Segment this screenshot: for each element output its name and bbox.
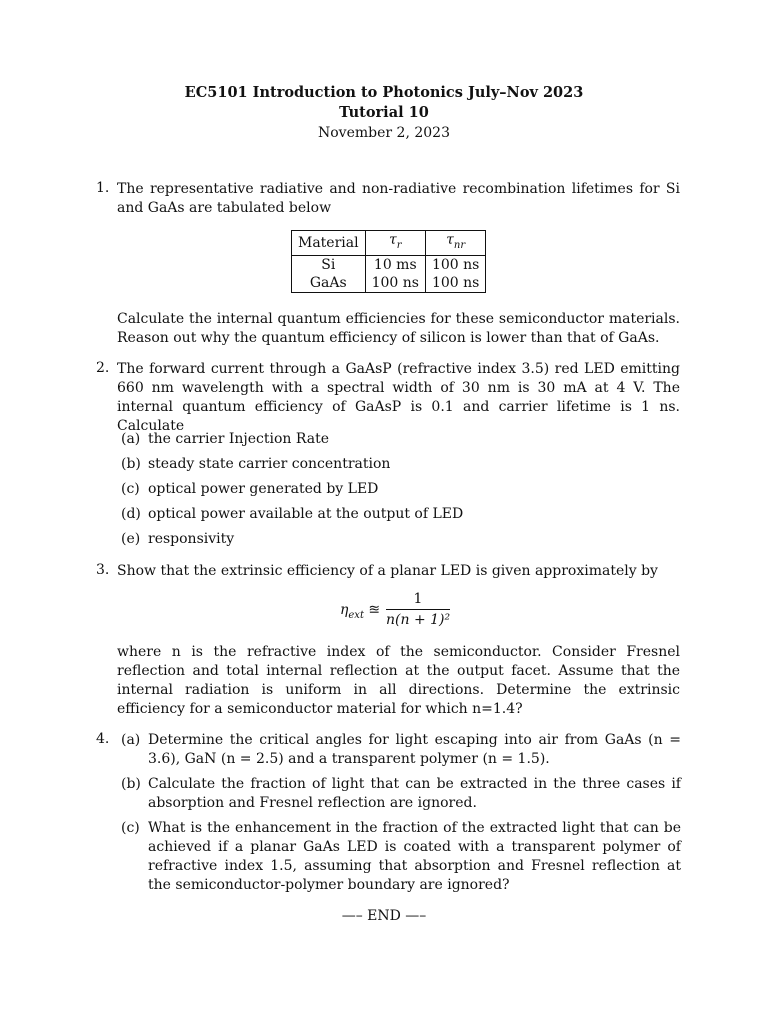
- fraction-bar: [386, 609, 450, 610]
- part-text: optical power available at the output of LED: [148, 506, 464, 522]
- table-cell: 100 ns: [425, 274, 485, 293]
- question-4-part-c: [121, 819, 681, 895]
- table-row: [292, 274, 486, 293]
- part-label: (b): [121, 456, 141, 472]
- end-marker: —– END —–: [341, 908, 427, 924]
- part-label: (c): [121, 820, 140, 836]
- question-2-part-d: [121, 505, 681, 524]
- table-cell: GaAs: [309, 274, 347, 291]
- question-2-part-c: [121, 480, 681, 499]
- table-cell: 100 ns: [365, 274, 425, 293]
- table-cell: Si: [321, 256, 336, 273]
- equation-numerator: 1: [413, 591, 423, 607]
- equation-fraction: [386, 590, 450, 629]
- table-header-tau-r: $\tau_r$: [365, 231, 425, 256]
- question-4-number: 4.: [96, 731, 110, 747]
- question-4-part-a: [121, 731, 681, 769]
- question-1-number: 1.: [96, 180, 110, 196]
- part-label: (b): [121, 776, 141, 792]
- tutorial-title: Tutorial 10: [339, 104, 429, 121]
- part-text: Calculate the fraction of light that can be extracted in the three cases if absorption and Fresnel reflection are ignored.: [148, 776, 681, 811]
- part-text: What is the enhancement in the fraction of the extracted light that can be achieved if a planar GaAs LED is coated with a transparent polymer of refractive index 1.5, assuming that absorption and Fresnel reflection at the semiconductor-polymer boundary are ignored?: [148, 820, 681, 893]
- document-date: November 2, 2023: [318, 125, 450, 141]
- question-2-text: The forward current through a GaAsP (refractive index 3.5) red LED emitting 660 nm wavelength with a spectral width of 30 nm is 30 mA at 4 V. The internal quantum efficiency of GaAsP is 0.1 and carrier lifetime is 1 ns. Calculate: [117, 361, 680, 434]
- part-text: the carrier Injection Rate: [148, 431, 329, 447]
- question-1-followup: Calculate the internal quantum efficiencies for these semiconductor materials. Reason out why the quantum efficiency of silicon is lower than that of GaAs.: [117, 311, 680, 346]
- question-4-part-b: [121, 775, 681, 813]
- part-text: Determine the critical angles for light escaping into air from GaAs (n = 3.6), GaN (n = 2.5) and a transparent polymer (n = 1.5).: [148, 732, 681, 767]
- part-label: (d): [121, 506, 141, 522]
- question-1-text: The representative radiative and non-radiative recombination lifetimes for Si and GaAs are tabulated below: [117, 181, 680, 216]
- question-2-part-b: [121, 455, 681, 474]
- question-2-part-a: [121, 430, 681, 449]
- table-cell: 10 ms: [365, 255, 425, 274]
- table-row: [292, 255, 486, 274]
- question-2-number: 2.: [96, 360, 110, 376]
- course-title: EC5101 Introduction to Photonics July–Nov 2023: [184, 84, 584, 101]
- part-label: (a): [121, 732, 141, 748]
- part-label: (e): [121, 531, 141, 547]
- document-header: [0, 83, 768, 143]
- question-2-part-e: [121, 530, 681, 549]
- lifetime-table: [291, 230, 486, 293]
- part-label: (c): [121, 481, 140, 497]
- table-header-row: [292, 231, 486, 256]
- table-cell: 100 ns: [425, 255, 485, 274]
- question-3-followup: where n is the refractive index of the semiconductor. Consider Fresnel reflection and total internal reflection at the output facet. Assume that the internal radiation is uniform in all directions. Determine the extrinsic efficiency for a semiconductor material for which n=1.4?: [117, 644, 680, 717]
- part-label: (a): [121, 431, 141, 447]
- table-header-material: Material: [292, 231, 366, 256]
- table-header-tau-nr: $\tau_{nr}$: [425, 231, 485, 256]
- part-text: steady state carrier concentration: [148, 456, 391, 472]
- equation-denominator: n(n + 1)²: [386, 612, 451, 628]
- part-text: optical power generated by LED: [148, 481, 379, 497]
- part-text: responsivity: [148, 531, 235, 547]
- question-3-number: 3.: [96, 562, 110, 578]
- question-3-text: Show that the extrinsic efficiency of a planar LED is given approximately by: [117, 563, 658, 579]
- equation-lhs: $\eta_{ext}$ ≊: [340, 602, 381, 621]
